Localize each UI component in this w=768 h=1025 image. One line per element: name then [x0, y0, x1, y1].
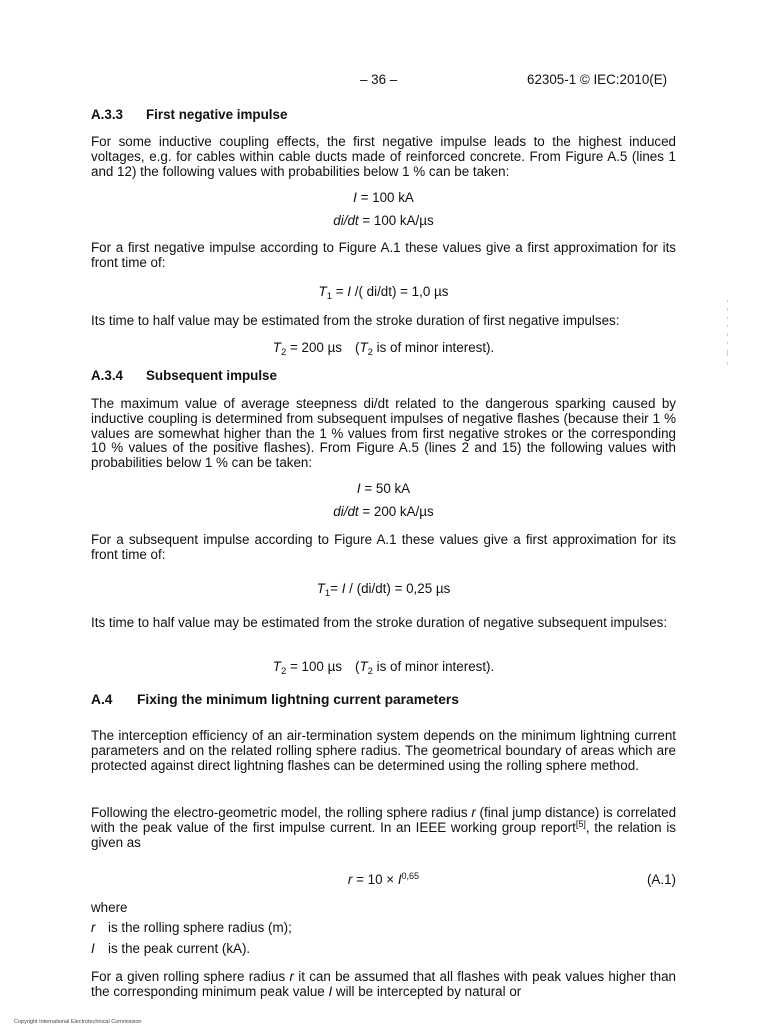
section-heading-a4 — [91, 693, 676, 708]
text-run: , the relation is given as — [91, 819, 676, 850]
eq-variable: di/dt — [333, 504, 359, 519]
paragraph — [91, 970, 676, 1000]
paragraph: Its time to half value may be estimated from the stroke duration of first negative impulses: — [91, 313, 620, 328]
section-heading-a34 — [91, 369, 676, 384]
eq-subscript: 2 — [280, 347, 287, 358]
text-run: will be intercepted by natural or — [332, 983, 522, 999]
text-run: Following the electro-geometric model, the rolling sphere radius — [91, 805, 472, 820]
equation-front-time — [91, 285, 676, 300]
definition-text: is the rolling sphere radius (m); — [108, 920, 292, 935]
equation-current — [91, 482, 676, 497]
paragraph: For a first negative impulse according to Figure A.1 these values give a first approximation for its front time of: — [91, 240, 676, 270]
equation-front-time — [91, 582, 676, 597]
eq-variable: I — [341, 581, 346, 596]
eq-variable: T — [272, 659, 281, 674]
eq-text: = 100 µs — [286, 659, 342, 674]
margin-marks — [727, 300, 729, 371]
equation-half-time — [91, 660, 676, 675]
section-number: A.3.4 — [91, 368, 124, 383]
definition-term: I — [91, 941, 95, 956]
eq-value: = 100 kA/µs — [358, 213, 434, 228]
paragraph: The interception efficiency of an air-termination system depends on the minimum lightning current parameters and on the related rolling sphere radius. The geometrical boundary of areas which are protected against direct lightning flashes can be determined using the rolling sphere method. — [91, 728, 676, 773]
eq-variable: I — [397, 872, 402, 887]
eq-note: is of minor interest). — [372, 340, 495, 355]
definition-text: is the peak current (kA). — [108, 941, 251, 956]
eq-subscript: 1 — [324, 588, 331, 599]
section-number: A.3.3 — [91, 107, 124, 122]
eq-variable: di/dt — [333, 213, 359, 228]
definition-item — [91, 942, 676, 957]
eq-text: = — [330, 581, 342, 596]
eq-note: is of minor interest). — [372, 659, 495, 674]
eq-variable: I — [353, 190, 357, 205]
eq-note-open: ( — [354, 659, 360, 674]
eq-value: = 100 kA — [356, 190, 414, 205]
eq-variable: r — [347, 872, 353, 887]
paragraph — [91, 806, 676, 850]
eq-subscript: 2 — [367, 666, 373, 677]
eq-exponent: 0,65 — [401, 871, 420, 881]
paragraph: Its time to half value may be estimated from the stroke duration of negative subsequent impulses: — [91, 615, 668, 630]
section-title: First negative impulse — [146, 107, 288, 122]
eq-text: / (di/dt) = 0,25 µs — [345, 581, 451, 596]
eq-text: = 10 × — [352, 872, 398, 887]
equation-steepness — [91, 214, 676, 229]
page-number: – 36 – — [360, 72, 398, 87]
reference-marker: [5] — [575, 818, 586, 829]
eq-subscript: 1 — [326, 291, 333, 302]
where-label: where — [91, 900, 128, 915]
text-run: (final jump distance) is correlated with the peak value of the first impulse current. In an IEEE working group report — [91, 805, 677, 835]
section-number: A.4 — [91, 692, 113, 707]
copyright-footer: Copyright International Electrotechnical Commission — [14, 1019, 142, 1025]
eq-variable: T — [318, 284, 327, 299]
definition-item — [91, 921, 676, 936]
document-reference: 62305-1 © IEC:2010(E) — [527, 72, 668, 87]
section-heading-a33 — [91, 108, 676, 123]
equation-half-time — [91, 341, 676, 356]
text-variable: r — [471, 805, 476, 820]
eq-text: = — [332, 284, 348, 299]
eq-subscript: 2 — [280, 666, 287, 677]
eq-variable: T — [316, 581, 325, 596]
equation-current — [91, 191, 676, 206]
eq-note-open: ( — [354, 340, 360, 355]
eq-text: = 200 µs — [286, 340, 342, 355]
paragraph: For some inductive coupling effects, the first negative impulse leads to the highest induced voltages, e.g. for cables within cable ducts made of reinforced concrete. From Figure A.5 (lines 1 and 12) the following values with probabilities below 1 % can be taken: — [91, 134, 676, 179]
text-variable: r — [289, 969, 294, 984]
eq-variable: T — [272, 340, 281, 355]
eq-variable: I — [347, 284, 352, 299]
paragraph: For a subsequent impulse according to Figure A.1 these values give a first approximation for its front time of: — [91, 532, 676, 562]
section-title: Fixing the minimum lightning current parameters — [137, 692, 459, 707]
eq-value: = 50 kA — [360, 481, 411, 496]
equation-rolling-sphere — [91, 873, 676, 888]
text-run: it can be assumed that all flashes with peak values higher than the corresponding minimum peak value — [91, 969, 676, 999]
paragraph: The maximum value of average steepness di/dt related to the dangerous sparking caused by inductive coupling is determined from subsequent impulses of negative flashes (because their 1 % values are somewhat higher than the 1 % values from first negative strokes or the corresponding 10 % values of the positive flashes). From Figure A.5 (lines 2 and 15) the following values with probabilities below 1 % can be taken: — [91, 396, 676, 471]
definition-term: r — [91, 920, 96, 935]
text-run: For a given rolling sphere radius — [91, 969, 290, 984]
eq-variable: I — [356, 481, 361, 496]
eq-subscript: 2 — [367, 347, 373, 358]
equation-steepness — [91, 505, 676, 520]
equation-number: (A.1) — [646, 872, 676, 887]
eq-variable: T — [359, 340, 368, 355]
section-title: Subsequent impulse — [146, 368, 277, 383]
text-variable: I — [328, 983, 333, 999]
eq-text: /( di/dt) = 1,0 µs — [351, 284, 449, 299]
eq-variable: T — [359, 659, 368, 674]
eq-value: = 200 kA/µs — [358, 504, 434, 519]
